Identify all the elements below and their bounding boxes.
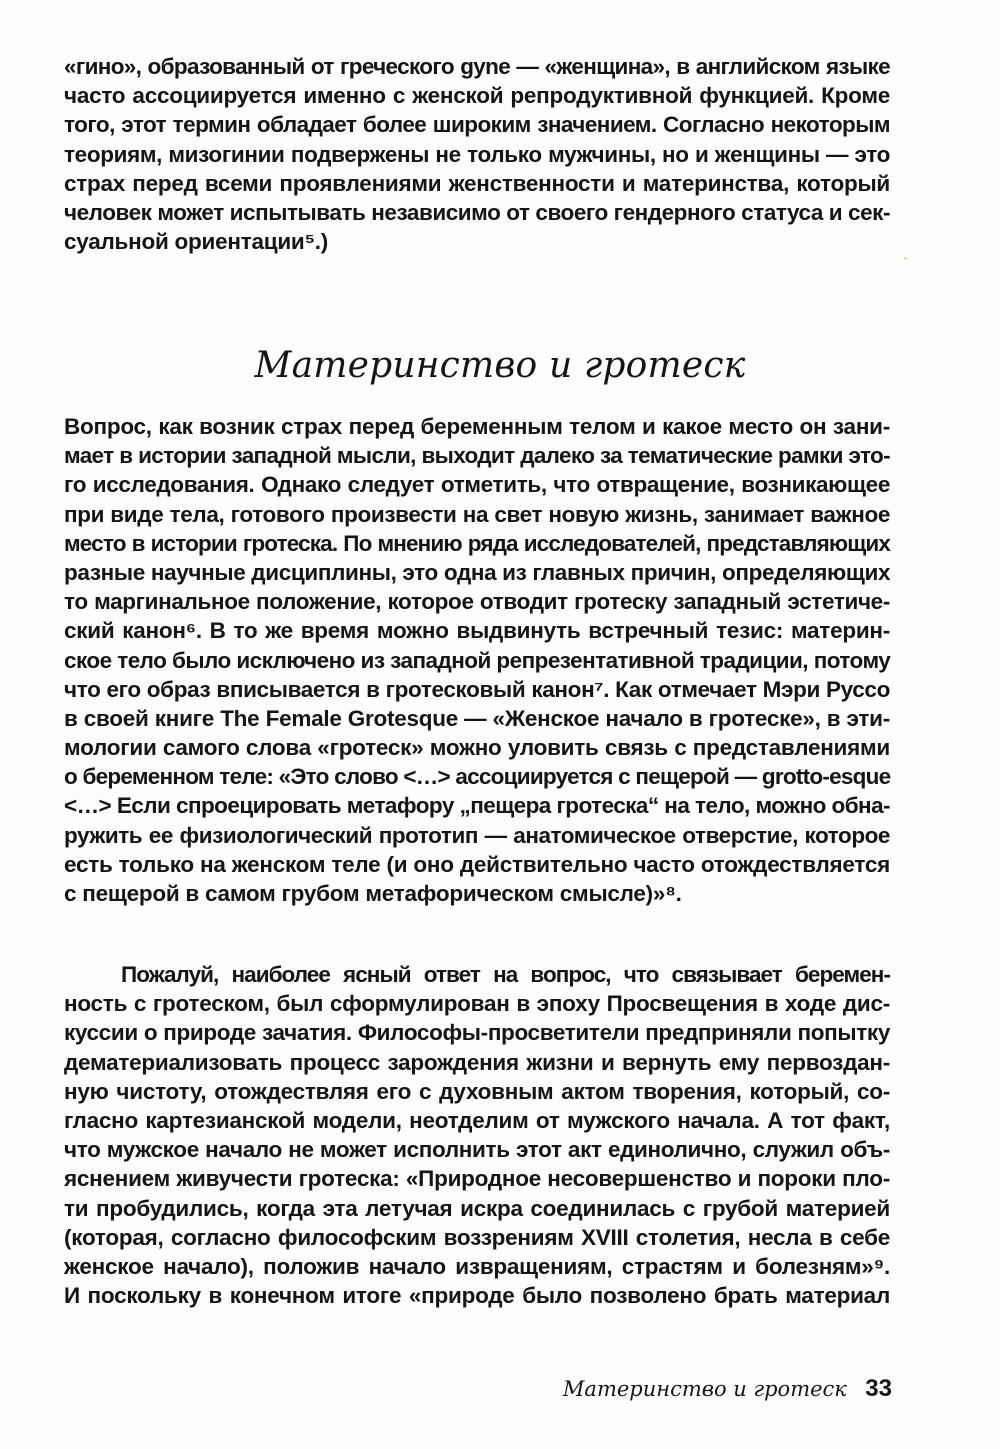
text-line: куссии о природе зачатия. Философы-просветители предприняли попытку — [64, 1020, 890, 1046]
text-line: мает в истории западной мысли, выходит далеко за тематические рамки это- — [64, 443, 890, 469]
text-line: часто ассоциируется именно с женской репродуктивной функцией. Кроме — [64, 83, 890, 109]
text-line: <…> Если спроецировать метафору „пещера гротеска“ на тело, можно обна- — [64, 793, 890, 819]
text-line: яснением живучести гротеска: «Природное несовершенство и пороки пло- — [64, 1166, 890, 1192]
text-line: того, этот термин обладает более широким значением. Согласно некоторым — [64, 112, 890, 138]
text-line: человек может испытывать независимо от своего гендерного статуса и сек- — [64, 199, 890, 225]
running-title: Материнство и гротеск — [562, 1377, 847, 1401]
text-line: ти пробудились, когда эта летучая искра соединилась с грубой материей — [64, 1195, 890, 1221]
text-line: ную чистоту, отождествляя его с духовным актом творения, который, со- — [64, 1078, 890, 1104]
text-line: что его образ вписывается в гротесковый канон⁷. Как отмечает Мэри Руссо — [64, 676, 890, 702]
intro-paragraph — [64, 52, 890, 256]
paper-speck — [904, 257, 907, 260]
page-number: 33 — [865, 1375, 892, 1402]
body-paragraph-2 — [64, 960, 890, 1310]
text-line: ружить ее физиологический прототип — анатомическое отверстие, которое — [64, 822, 890, 848]
text-line: ность с гротеском, был сформулирован в эпоху Просвещения в ходе дис- — [64, 991, 890, 1017]
text-line: женское начало), положив начало извращениям, страстям и болезням»⁹. — [64, 1253, 890, 1279]
text-line: в своей книге The Female Grotesque — «Женское начало в гротеске», в эти- — [64, 705, 890, 731]
text-line: есть только на женском теле (и оно действительно часто отождествляется — [64, 851, 890, 877]
text-line: ское тело было исключено из западной репрезентативной традиции, потому — [64, 647, 891, 673]
text-line: с пещерой в самом грубом метафорическом смысле)»⁸. — [64, 881, 682, 906]
text-line: «гино», образованный от греческого gyne — «женщина», в английском языке — [64, 54, 890, 79]
text-line: го исследования. Однако следует отметить, что отвращение, возникающее — [64, 472, 890, 498]
text-line: (которая, согласно философским воззрениям XVIII столетия, несла в себе — [64, 1224, 890, 1250]
text-line: о беременном теле: «Это слово <…> ассоциируется с пещерой — grotto-esque — [64, 764, 891, 790]
text-line: гласно картезианской модели, неотделим от мужского начала. А тот факт, — [64, 1107, 890, 1133]
text-line: что мужское начало не может исполнить этот акт единолично, служил объ- — [64, 1137, 890, 1163]
text-line: И поскольку в конечном итоге «природе было позволено брать материал — [64, 1283, 890, 1309]
body-paragraph-1 — [64, 412, 890, 908]
text-line: место в истории гротеска. По мнению ряда исследователей, представляющих — [64, 530, 890, 556]
text-line: при виде тела, готового произвести на свет новую жизнь, занимает важное — [64, 501, 890, 527]
section-heading: Материнство и гротеск — [254, 345, 746, 386]
page-footer — [563, 1375, 892, 1403]
text-line: страх перед всеми проявлениями женственности и материнства, который — [64, 170, 890, 196]
text-line: теориям, мизогинии подвержены не только мужчины, но и женщины — это — [64, 141, 890, 167]
text-line: мологии самого слова «гротеск» можно уловить связь с представлениями — [64, 735, 890, 761]
text-line: то маргинальное положение, которое отводит гротеску западный эстетиче- — [64, 589, 890, 615]
text-line: суальной ориентации⁵.) — [64, 229, 329, 255]
text-line: Вопрос, как возник страх перед беременным телом и какое место он зани- — [64, 414, 890, 439]
text-line: Пожалуй, наиболее ясный ответ на вопрос, что связывает беремен- — [121, 962, 890, 987]
text-line: ский канон⁶. В то же время можно выдвинуть встречный тезис: материн- — [64, 618, 890, 644]
text-line: разные научные дисциплины, это одна из главных причин, определяющих — [64, 559, 891, 585]
text-line: дематериализовать процесс зарождения жизни и вернуть ему первоздан- — [64, 1049, 890, 1075]
